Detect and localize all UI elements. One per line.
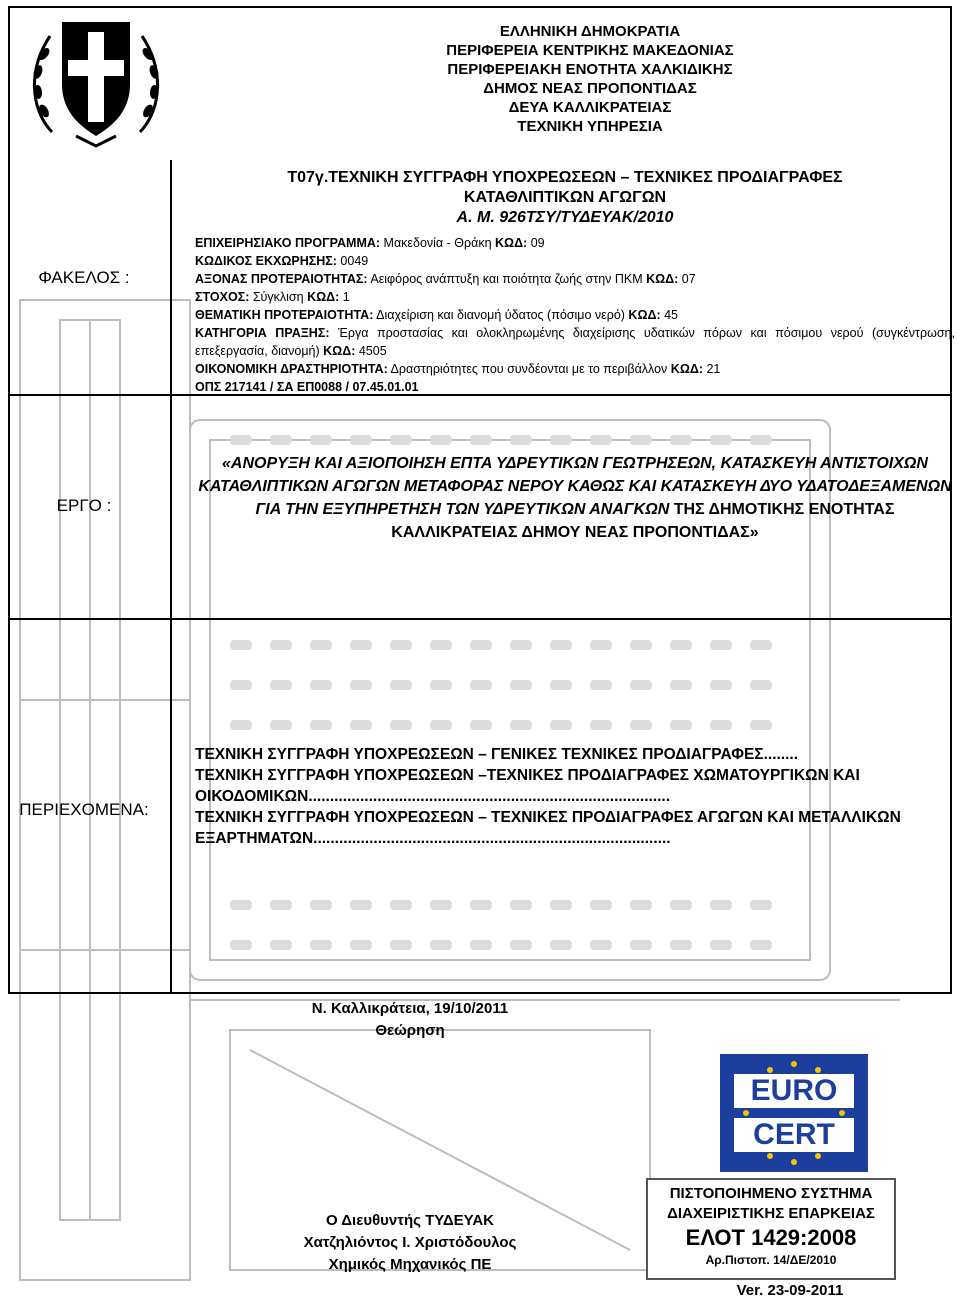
eurocert-top-text: EURO	[734, 1074, 854, 1108]
approval-label: Θεώρηση	[375, 1022, 445, 1039]
hellenic-emblem	[22, 14, 170, 152]
project-title-italic: «ΑΝΟΡΥΞΗ ΚΑΙ ΑΞΙΟΠΟΙΗΣΗ ΕΠΤΑ ΥΔΡΕΥΤΙΚΩΝ ΓΕΩΤΡΗΣΕΩΝ, ΚΑΤΑΣΚΕΥΗ ΑΝΤΙΣΤΟΙΧΩΝ ΚΑΤΑΘΛΙΠΤΙΚΩΝ ΑΓΩΓΩΝ ΜΕΤΑΦΟΡΑΣ ΝΕΡΟΥ ΚΑΘΩΣ ΚΑΙ ΚΑΤΑΣΚΕΥΗ ΔΥΟ ΥΔΑΤΟΔΕΞΑΜΕΝΩΝ ΓΙΑ ΤΗΝ ΕΞΥΠΗΡΕΤΗΣΗ ΤΩΝ ΥΔΡΕΥΤΙΚΩΝ ΑΝΑΓΚΩΝ	[198, 455, 952, 518]
contents-item[interactable]: ΤΕΧΝΙΚΗ ΣΥΓΓΡΑΦΗ ΥΠΟΧΡΕΩΣΕΩΝ – ΓΕΝΙΚΕΣ ΤΕΧΝΙΚΕΣ ΠΡΟΔΙΑΓΡΑΦΕΣ........	[195, 746, 799, 763]
meta-line: ΟΠΣ 217141 / ΣΑ ΕΠ0088 / 07.45.01.01	[195, 380, 419, 394]
project-title	[195, 452, 955, 544]
meta-line: ΣΤΟΧΟΣ: Σύγκλιση ΚΩΔ: 1	[195, 290, 350, 304]
header-line: ΠΕΡΙΦΕΡΕΙΑΚΗ ΕΝΟΤΗΤΑ ΧΑΛΚΙΔΙΚΗΣ	[447, 61, 733, 78]
divider-project-contents	[8, 618, 952, 620]
meta-line: ΘΕΜΑΤΙΚΗ ΠΡΟΤΕΡΑΙΟΤΗΤΑ: Διαχείριση και διανομή ύδατος (πόσιμο νερό) ΚΩΔ: 45	[195, 308, 679, 322]
project-label: ΕΡΓΟ :	[56, 496, 112, 515]
header-line: ΔΗΜΟΣ ΝΕΑΣ ΠΡΟΠΟΝΤΙΔΑΣ	[483, 80, 697, 97]
folder-ref: Α. Μ. 926ΤΣΥ/ΤΥΔΕΥΑΚ/2010	[456, 209, 674, 226]
eurocert-bottom-text: CERT	[734, 1118, 854, 1152]
meta-line: ΟΙΚΟΝΟΜΙΚΗ ΔΡΑΣΤΗΡΙΟΤΗΤΑ: Δραστηριότητες που συνδέονται με το περιβάλλον ΚΩΔ: 21	[195, 362, 721, 376]
signer-name: Χατζηλιόντος Ι. Χριστόδουλος	[303, 1234, 517, 1251]
cert-line2: ΔΙΑΧΕΙΡΙΣΤΙΚΗΣ ΕΠΑΡΚΕΙΑΣ	[667, 1205, 875, 1222]
meta-line: ΚΑΤΗΓΟΡΙΑ ΠΡΑΞΗΣ: Έργα προστασίας και ολοκληρωμένης διαχείρισης υδατικών πόρων και πόσιμου νερού (συγκέντρωση, επεξεργασία, διανομή) ΚΩΔ: 4505	[195, 326, 955, 358]
contents-item[interactable]: ΤΕΧΝΙΚΗ ΣΥΓΓΡΑΦΗ ΥΠΟΧΡΕΩΣΕΩΝ – ΤΕΧΝΙΚΕΣ ΠΡΟΔΙΑΓΡΑΦΕΣ ΑΓΩΓΩΝ ΚΑΙ ΜΕΤΑΛΛΙΚΩΝ ΕΞΑΡΤΗΜΑΤΩΝ...................................................................................	[195, 809, 901, 847]
contents-label: ΠΕΡΙΕΧΟΜΕΝΑ:	[19, 800, 149, 819]
divider-contents-footer	[8, 992, 952, 994]
issuer-header	[400, 22, 780, 136]
place-date-block	[230, 998, 590, 1042]
signer-role: Χημικός Μηχανικός ΠΕ	[328, 1256, 492, 1273]
header-line: ΔΕΥΑ ΚΑΛΛΙΚΡΑΤΕΙΑΣ	[508, 99, 672, 116]
header-line: ΤΕΧΝΙΚΗ ΥΠΗΡΕΣΙΑ	[517, 118, 663, 135]
eu-stars-icon	[720, 1054, 868, 1172]
certification-box	[646, 1178, 896, 1280]
meta-line: ΚΩΔΙΚΟΣ ΕΚΧΩΡΗΣΗΣ: 0049	[195, 254, 369, 268]
border-top	[8, 6, 952, 8]
header-line: ΠΕΡΙΦΕΡΕΙΑ ΚΕΝΤΡΙΚΗΣ ΜΑΚΕΔΟΝΙΑΣ	[446, 42, 734, 59]
meta-line: ΕΠΙΧΕΙΡΗΣΙΑΚΟ ΠΡΟΓΡΑΜΜΑ: Μακεδονία - Θράκη ΚΩΔ: 09	[195, 236, 545, 250]
signer-title: Ο Διευθυντής ΤΥΔΕΥΑΚ	[326, 1212, 494, 1229]
folder-meta	[195, 234, 955, 396]
cert-number: Αρ.Πιστοπ. 14/ΔΕ/2010	[705, 1253, 837, 1267]
header-line: ΕΛΛΗΝΙΚΗ ΔΗΜΟΚΡΑΤΙΑ	[499, 23, 681, 40]
folder-title	[170, 168, 960, 228]
signature-block	[230, 1210, 590, 1276]
column-divider	[170, 160, 172, 994]
cert-line1: ΠΙΣΤΟΠΟΙΗΜΕΝΟ ΣΥΣΤΗΜΑ	[669, 1185, 873, 1202]
contents-item[interactable]: ΤΕΧΝΙΚΗ ΣΥΓΓΡΑΦΗ ΥΠΟΧΡΕΩΣΕΩΝ –ΤΕΧΝΙΚΕΣ ΠΡΟΔΙΑΓΡΑΦΕΣ ΧΩΜΑΤΟΥΡΓΙΚΩΝ ΚΑΙ ΟΙΚΟΔΟΜΙΚΩΝ....................................................................................	[195, 767, 860, 805]
folder-title-line2: ΚΑΤΑΘΛΙΠΤΙΚΩΝ ΑΓΩΓΩΝ	[463, 189, 667, 206]
eurocert-logo	[720, 1054, 868, 1172]
folder-title-line1: Τ07γ.ΤΕΧΝΙΚΗ ΣΥΓΓΡΑΦΗ ΥΠΟΧΡΕΩΣΕΩΝ – ΤΕΧΝΙΚΕΣ ΠΡΟΔΙΑΓΡΑΦΕΣ	[287, 169, 843, 186]
cert-standard: ΕΛΟΤ 1429:2008	[685, 1225, 857, 1250]
version-label: Ver. 23-09-2011	[736, 1282, 844, 1299]
project-title-rest: ΤΗΣ ΔΗΜΟΤΙΚΗΣ ΕΝΟΤΗΤΑΣ ΚΑΛΛΙΚΡΑΤΕΙΑΣ ΔΗΜΟΥ ΝΕΑΣ ΠΡΟΠΟΝΤΙΔΑΣ»	[391, 501, 895, 541]
contents-list	[195, 744, 955, 849]
place-date: Ν. Καλλικράτεια, 19/10/2011	[311, 1000, 509, 1017]
meta-line: ΑΞΟΝΑΣ ΠΡΟΤΕΡΑΙΟΤΗΤΑΣ: Αειφόρος ανάπτυξη και ποιότητα ζωής στην ΠΚΜ ΚΩΔ: 07	[195, 272, 696, 286]
folder-label: ΦΑΚΕΛΟΣ :	[38, 268, 130, 287]
